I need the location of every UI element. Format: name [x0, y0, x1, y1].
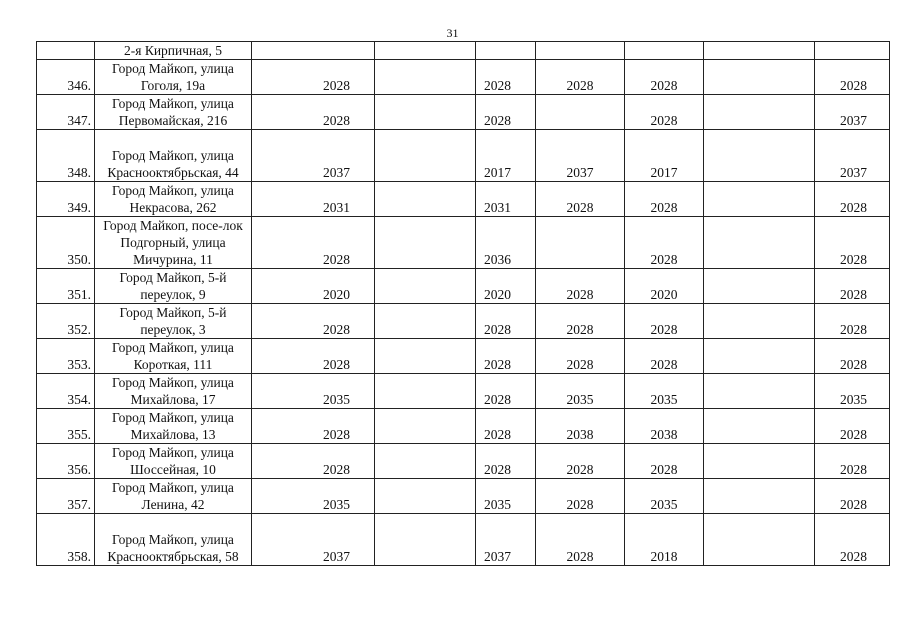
- year-cell: 2028: [252, 409, 375, 444]
- address-cell: 2-я Кирпичная, 5: [95, 42, 252, 60]
- table-row: [37, 444, 890, 479]
- table-row: [37, 217, 890, 269]
- year-cell: 2028: [252, 339, 375, 374]
- year-cell: [375, 514, 476, 566]
- year-cell: [375, 339, 476, 374]
- year-cell: 2028: [815, 409, 890, 444]
- year-cell: [704, 304, 815, 339]
- year-cell: [704, 444, 815, 479]
- year-cell: 2028: [815, 304, 890, 339]
- year-cell: 2028: [625, 304, 704, 339]
- year-cell: [536, 95, 625, 130]
- year-cell: 2028: [815, 269, 890, 304]
- year-cell: 2020: [625, 269, 704, 304]
- address-cell: Город Майкоп, улица Краснооктябрьская, 44: [95, 130, 252, 182]
- year-cell: 2017: [625, 130, 704, 182]
- year-cell: 2028: [252, 217, 375, 269]
- row-number: [37, 42, 95, 60]
- table-row: [37, 304, 890, 339]
- year-cell: 2028: [536, 60, 625, 95]
- address-cell: Город Майкоп, улица Ленина, 42: [95, 479, 252, 514]
- table-row: [37, 479, 890, 514]
- year-cell: [536, 42, 625, 60]
- year-cell: 2028: [625, 60, 704, 95]
- year-cell: 2028: [476, 444, 536, 479]
- year-cell: 2035: [252, 374, 375, 409]
- year-cell: 2028: [536, 479, 625, 514]
- year-cell: [704, 339, 815, 374]
- year-cell: 2035: [536, 374, 625, 409]
- year-cell: [375, 374, 476, 409]
- year-cell: [375, 182, 476, 217]
- year-cell: [476, 42, 536, 60]
- year-cell: [704, 130, 815, 182]
- year-cell: 2035: [625, 479, 704, 514]
- table-row: [37, 514, 890, 566]
- page-number: 31: [446, 26, 459, 40]
- year-cell: 2017: [476, 130, 536, 182]
- year-cell: 2028: [625, 444, 704, 479]
- year-cell: 2028: [476, 339, 536, 374]
- row-number: 349.: [37, 182, 95, 217]
- year-cell: 2035: [252, 479, 375, 514]
- year-cell: [375, 217, 476, 269]
- year-cell: 2028: [476, 60, 536, 95]
- year-cell: [704, 479, 815, 514]
- year-cell: 2028: [252, 304, 375, 339]
- address-cell: Город Майкоп, улица Первомайская, 216: [95, 95, 252, 130]
- table-body: [37, 42, 890, 566]
- year-cell: 2020: [252, 269, 375, 304]
- year-cell: 2031: [252, 182, 375, 217]
- row-number: 348.: [37, 130, 95, 182]
- row-number: 353.: [37, 339, 95, 374]
- table-row: [37, 60, 890, 95]
- year-cell: 2037: [815, 130, 890, 182]
- year-cell: 2028: [625, 95, 704, 130]
- row-number: 357.: [37, 479, 95, 514]
- year-cell: 2038: [536, 409, 625, 444]
- year-cell: 2028: [625, 182, 704, 217]
- address-cell: Город Майкоп, 5-й переулок, 3: [95, 304, 252, 339]
- table-row: [37, 269, 890, 304]
- year-cell: 2018: [625, 514, 704, 566]
- year-cell: 2037: [476, 514, 536, 566]
- row-number: 355.: [37, 409, 95, 444]
- year-cell: 2035: [476, 479, 536, 514]
- year-cell: 2028: [536, 304, 625, 339]
- year-cell: 2035: [815, 374, 890, 409]
- year-cell: 2028: [536, 339, 625, 374]
- year-cell: 2037: [815, 95, 890, 130]
- year-cell: 2035: [625, 374, 704, 409]
- table-row: [37, 42, 890, 60]
- year-cell: [375, 130, 476, 182]
- year-cell: 2028: [815, 479, 890, 514]
- year-cell: 2020: [476, 269, 536, 304]
- address-cell: Город Майкоп, улица Шоссейная, 10: [95, 444, 252, 479]
- year-cell: [704, 409, 815, 444]
- year-cell: [704, 217, 815, 269]
- address-cell: Город Майкоп, улица Краснооктябрьская, 58: [95, 514, 252, 566]
- row-number: 356.: [37, 444, 95, 479]
- table-row: [37, 182, 890, 217]
- year-cell: [704, 374, 815, 409]
- table-row: [37, 130, 890, 182]
- address-cell: Город Майкоп, 5-й переулок, 9: [95, 269, 252, 304]
- year-cell: 2028: [815, 60, 890, 95]
- year-cell: [375, 304, 476, 339]
- year-cell: 2028: [815, 217, 890, 269]
- year-cell: [375, 95, 476, 130]
- year-cell: [375, 409, 476, 444]
- year-cell: 2031: [476, 182, 536, 217]
- year-cell: 2028: [815, 514, 890, 566]
- year-cell: 2028: [476, 409, 536, 444]
- address-cell: Город Майкоп, улица Некрасова, 262: [95, 182, 252, 217]
- year-cell: 2028: [252, 95, 375, 130]
- year-cell: [704, 95, 815, 130]
- year-cell: 2037: [536, 130, 625, 182]
- table-row: [37, 339, 890, 374]
- address-cell: Город Майкоп, улица Михайлова, 13: [95, 409, 252, 444]
- year-cell: 2028: [815, 182, 890, 217]
- year-cell: 2028: [815, 444, 890, 479]
- year-cell: 2037: [252, 130, 375, 182]
- year-cell: 2028: [476, 304, 536, 339]
- year-cell: [704, 269, 815, 304]
- year-cell: [375, 444, 476, 479]
- year-cell: [815, 42, 890, 60]
- row-number: 358.: [37, 514, 95, 566]
- row-number: 350.: [37, 217, 95, 269]
- year-cell: 2028: [625, 339, 704, 374]
- address-cell: Город Майкоп, посе-лок Подгорный, улица Мичурина, 11: [95, 217, 252, 269]
- row-number: 347.: [37, 95, 95, 130]
- table-row: [37, 374, 890, 409]
- year-cell: [375, 479, 476, 514]
- year-cell: 2037: [252, 514, 375, 566]
- year-cell: 2028: [476, 95, 536, 130]
- address-cell: Город Майкоп, улица Гоголя, 19а: [95, 60, 252, 95]
- year-cell: 2038: [625, 409, 704, 444]
- year-cell: [375, 42, 476, 60]
- year-cell: 2028: [625, 217, 704, 269]
- address-cell: Город Майкоп, улица Короткая, 111: [95, 339, 252, 374]
- year-cell: 2028: [536, 182, 625, 217]
- year-cell: 2028: [815, 339, 890, 374]
- year-cell: [536, 217, 625, 269]
- year-cell: 2028: [536, 269, 625, 304]
- row-number: 354.: [37, 374, 95, 409]
- address-cell: Город Майкоп, улица Михайлова, 17: [95, 374, 252, 409]
- year-cell: [704, 42, 815, 60]
- year-cell: [704, 182, 815, 217]
- row-number: 351.: [37, 269, 95, 304]
- repair-schedule-table: [36, 41, 890, 566]
- year-cell: [704, 514, 815, 566]
- table-row: [37, 409, 890, 444]
- row-number: 352.: [37, 304, 95, 339]
- year-cell: 2036: [476, 217, 536, 269]
- year-cell: [625, 42, 704, 60]
- year-cell: [704, 60, 815, 95]
- year-cell: 2028: [252, 444, 375, 479]
- table-row: [37, 95, 890, 130]
- year-cell: [375, 269, 476, 304]
- year-cell: [375, 60, 476, 95]
- row-number: 346.: [37, 60, 95, 95]
- year-cell: 2028: [536, 444, 625, 479]
- year-cell: 2028: [252, 60, 375, 95]
- year-cell: 2028: [476, 374, 536, 409]
- year-cell: [252, 42, 375, 60]
- year-cell: 2028: [536, 514, 625, 566]
